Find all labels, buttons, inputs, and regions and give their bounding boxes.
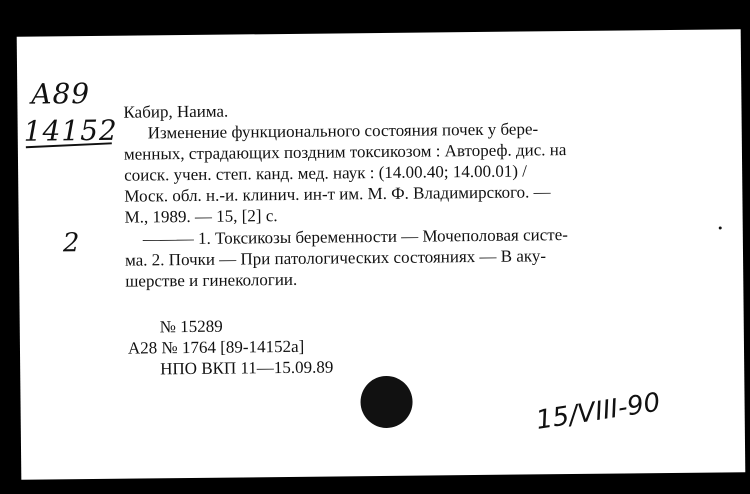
registry-line: НПО ВКП 11—15.09.89 [160,357,334,379]
title-line-2: менных, страдающих поздним токсикозом : Автореф. дис. на [123,140,567,164]
punch-hole [360,376,413,429]
subject-line-1: ——— 1. Токсикозы беременности — Мочеполовая систе- [142,225,568,249]
title-line-1: Изменение функционального состояния почек у бере- [147,119,539,143]
shelf-code-bottom: 14152 [23,113,118,148]
title-line-3: соиск. учен. степ. канд. мед. наук : (14.00.40; 14.00.01) / [124,161,528,185]
record-number: № 15289 [159,316,223,337]
subject-line-2: ма. 2. Почки — При патологических состояниях — В аку- [124,246,547,270]
accession-number: А28 № 1764 [89-14152а] [127,336,305,358]
handwritten-date: 15/VIII-90 [534,387,663,436]
shelf-code-top: A89 [31,77,91,111]
author-line: Кабир, Наима. [123,101,229,122]
subject-line-3: шерстве и гинекологии. [125,269,298,291]
ink-speck [719,226,722,229]
imprint-line: М., 1989. — 15, [2] с. [124,206,278,227]
margin-handwritten-mark: 2 [62,228,80,259]
catalog-card [17,29,746,480]
institution-line: Моск. обл. н.-и. клинич. ин-т им. М. Ф. Владимирского. — [124,182,551,206]
